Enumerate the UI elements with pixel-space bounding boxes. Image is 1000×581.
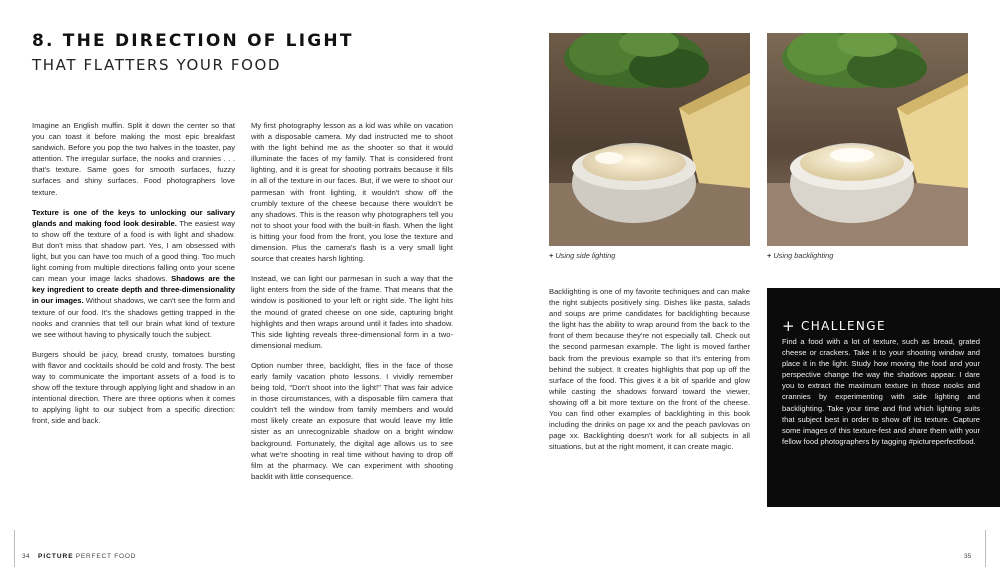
book-title-bold: PICTURE [38, 553, 74, 560]
photo-side-lighting [549, 33, 750, 246]
paragraph: Burgers should be juicy, bread crusty, tomatoes bursting with flavor and cocktails should be cold and frosty. The best way to communicate the important assets of a food is to show off the texture through applying light and shadow in an intentional direction. There are three options when it comes to applying light to our subject from a specific direction: front, side and back. [32, 349, 235, 426]
page-number-right: 35 [964, 553, 972, 560]
paragraph: Option number three, backlight, flies in the face of those early family vacation photo lessons. I vividly remember being told, "Don't shoot into the light!" That was fair advice in those circumstances, with a disposable film camera that couldn't tell the window from family members and would most likely create an exposure that would leave my little sister as an unrecognizable shadow on a bright window background. Fortunately, the digital age allows us to see what we're shooting in real time without having to drop off film at the pharmacy. We can experiment with shooting backlit with little consequence. [251, 360, 453, 481]
challenge-box [767, 288, 1000, 507]
paragraph: Imagine an English muffin. Split it down the center so that you can toast it before making the most epic breakfast sandwich. Before you pop the two halves in the toaster, pay attention. The irregular surface, the nooks and crannies . . . that's texture. Same goes for smooth surfaces, fuzzy surfaces and shiny surfaces. Food photographers love texture. [32, 121, 235, 197]
text-column-2 [251, 120, 453, 491]
caption-side-lighting [549, 251, 615, 260]
paragraph: Backlighting is one of my favorite techniques and can make the right subjects positively sing. Dishes like pasta, salads and soups are prime candidates for backlighting because the light has the ability to wrap around from the back to the front of them because they're not especially tall. Check out the second parmesan example. The light is moved farther back from the previous example so that it's entering from behind the subject. It creates highlights that pop up off the surface of the food. This gives it a bit of sparkle and glow while casting the shadows forward toward the viewer, showing off a bit more texture on the front of the cheese. You can find other examples of backlighting in this book including the drinks on page xx and the peach pavlovas on page xx. Backlighting doesn't work for all subjects in all situations, but at the right moment, it can create magic. [549, 287, 750, 452]
text-run: The easiest way to show off the texture of a food is with light and shadow. But don't miss that shadow part. Yes, I am obsessed with light, but you can have too much of a good thing. Too much light coming from multiple directions falling onto your scene can mean your image lacks shadows. [32, 218, 235, 284]
book-title-rest: PERFECT FOOD [75, 553, 137, 560]
text-column-3 [549, 286, 750, 461]
caption-marker: + [767, 251, 772, 260]
text-run: Without shadows, we can't see the form and texture of our food. It's the shadows getting trapped in the nooks and crannies that tell our brain what kind of texture we see without having to physically touch the subject. [32, 296, 235, 339]
chapter-title: 8. THE DIRECTION OF LIGHT [32, 31, 354, 51]
challenge-title-text: CHALLENGE [800, 319, 886, 333]
caption-text: Using side lighting [555, 251, 616, 260]
paragraph: My first photography lesson as a kid was while on vacation with a disposable camera. My dad instructed me to shoot with the light behind me as the shooter so that it would illuminate the faces of my family. That is considered front lighting, and it is great for shooting portraits because it fills in all of the texture in our faces. But, if we were to shoot our parmesan with front lighting, it wouldn't show off the crumbly texture of the cheese because there wouldn't be any shadows. This is the reason why photographers tell you not to shoot your food with the built-in flash. When the light is hitting your food from the front, you lose the texture and dimension. Plus the camera's flash is a very small light source that creates harsh lighting. [251, 121, 453, 264]
caption-text: Using backlighting [773, 251, 834, 260]
page-number-left: 34 [22, 553, 31, 560]
paragraph: Instead, we can light our parmesan in such a way that the light enters from the side of the frame. That means that the window is positioned to your left or right side. The light hits the mound of grated cheese on one side, capturing bright highlights and then wraps around until it fades into shadow. This side lighting reveals three-dimensional form in a two-dimensional medium. [251, 274, 453, 350]
parmesan-photo-side [549, 33, 750, 246]
photo-backlighting [767, 33, 968, 246]
chapter-subtitle: THAT FLATTERS YOUR FOOD [32, 56, 282, 74]
parmesan-photo-back [767, 33, 968, 246]
paragraph [32, 207, 235, 340]
bold-text: Shadows are the key ingredient to create depth and three-dimensionality in our images. [32, 274, 235, 306]
caption-backlighting [767, 251, 833, 260]
bold-text: Texture is one of the keys to unlocking our salivary glands and making food look desirable. [32, 207, 235, 228]
footer-rule-left [14, 530, 15, 567]
footer-rule-right [985, 530, 986, 567]
challenge-title [782, 317, 886, 335]
text-column-1 [32, 120, 235, 435]
caption-marker: + [549, 251, 554, 260]
plus-icon: + [782, 317, 796, 335]
challenge-body: Find a food with a lot of texture, such as bread, grated cheese or crackers. Take it to your shooting window and place it in the light. Study how moving the food and your perspective change the way the shadows appear. I dare you to extract the maximum texture in those nooks and crannies by experimenting with side lighting and backlighting. Take your time and find which lighting suits that subject best in order to show off its texture. Capture some images of this texture-fest and share them with your fellow food photographers by tagging #pictureperfectfood. [782, 337, 980, 446]
footer-left [22, 553, 136, 560]
